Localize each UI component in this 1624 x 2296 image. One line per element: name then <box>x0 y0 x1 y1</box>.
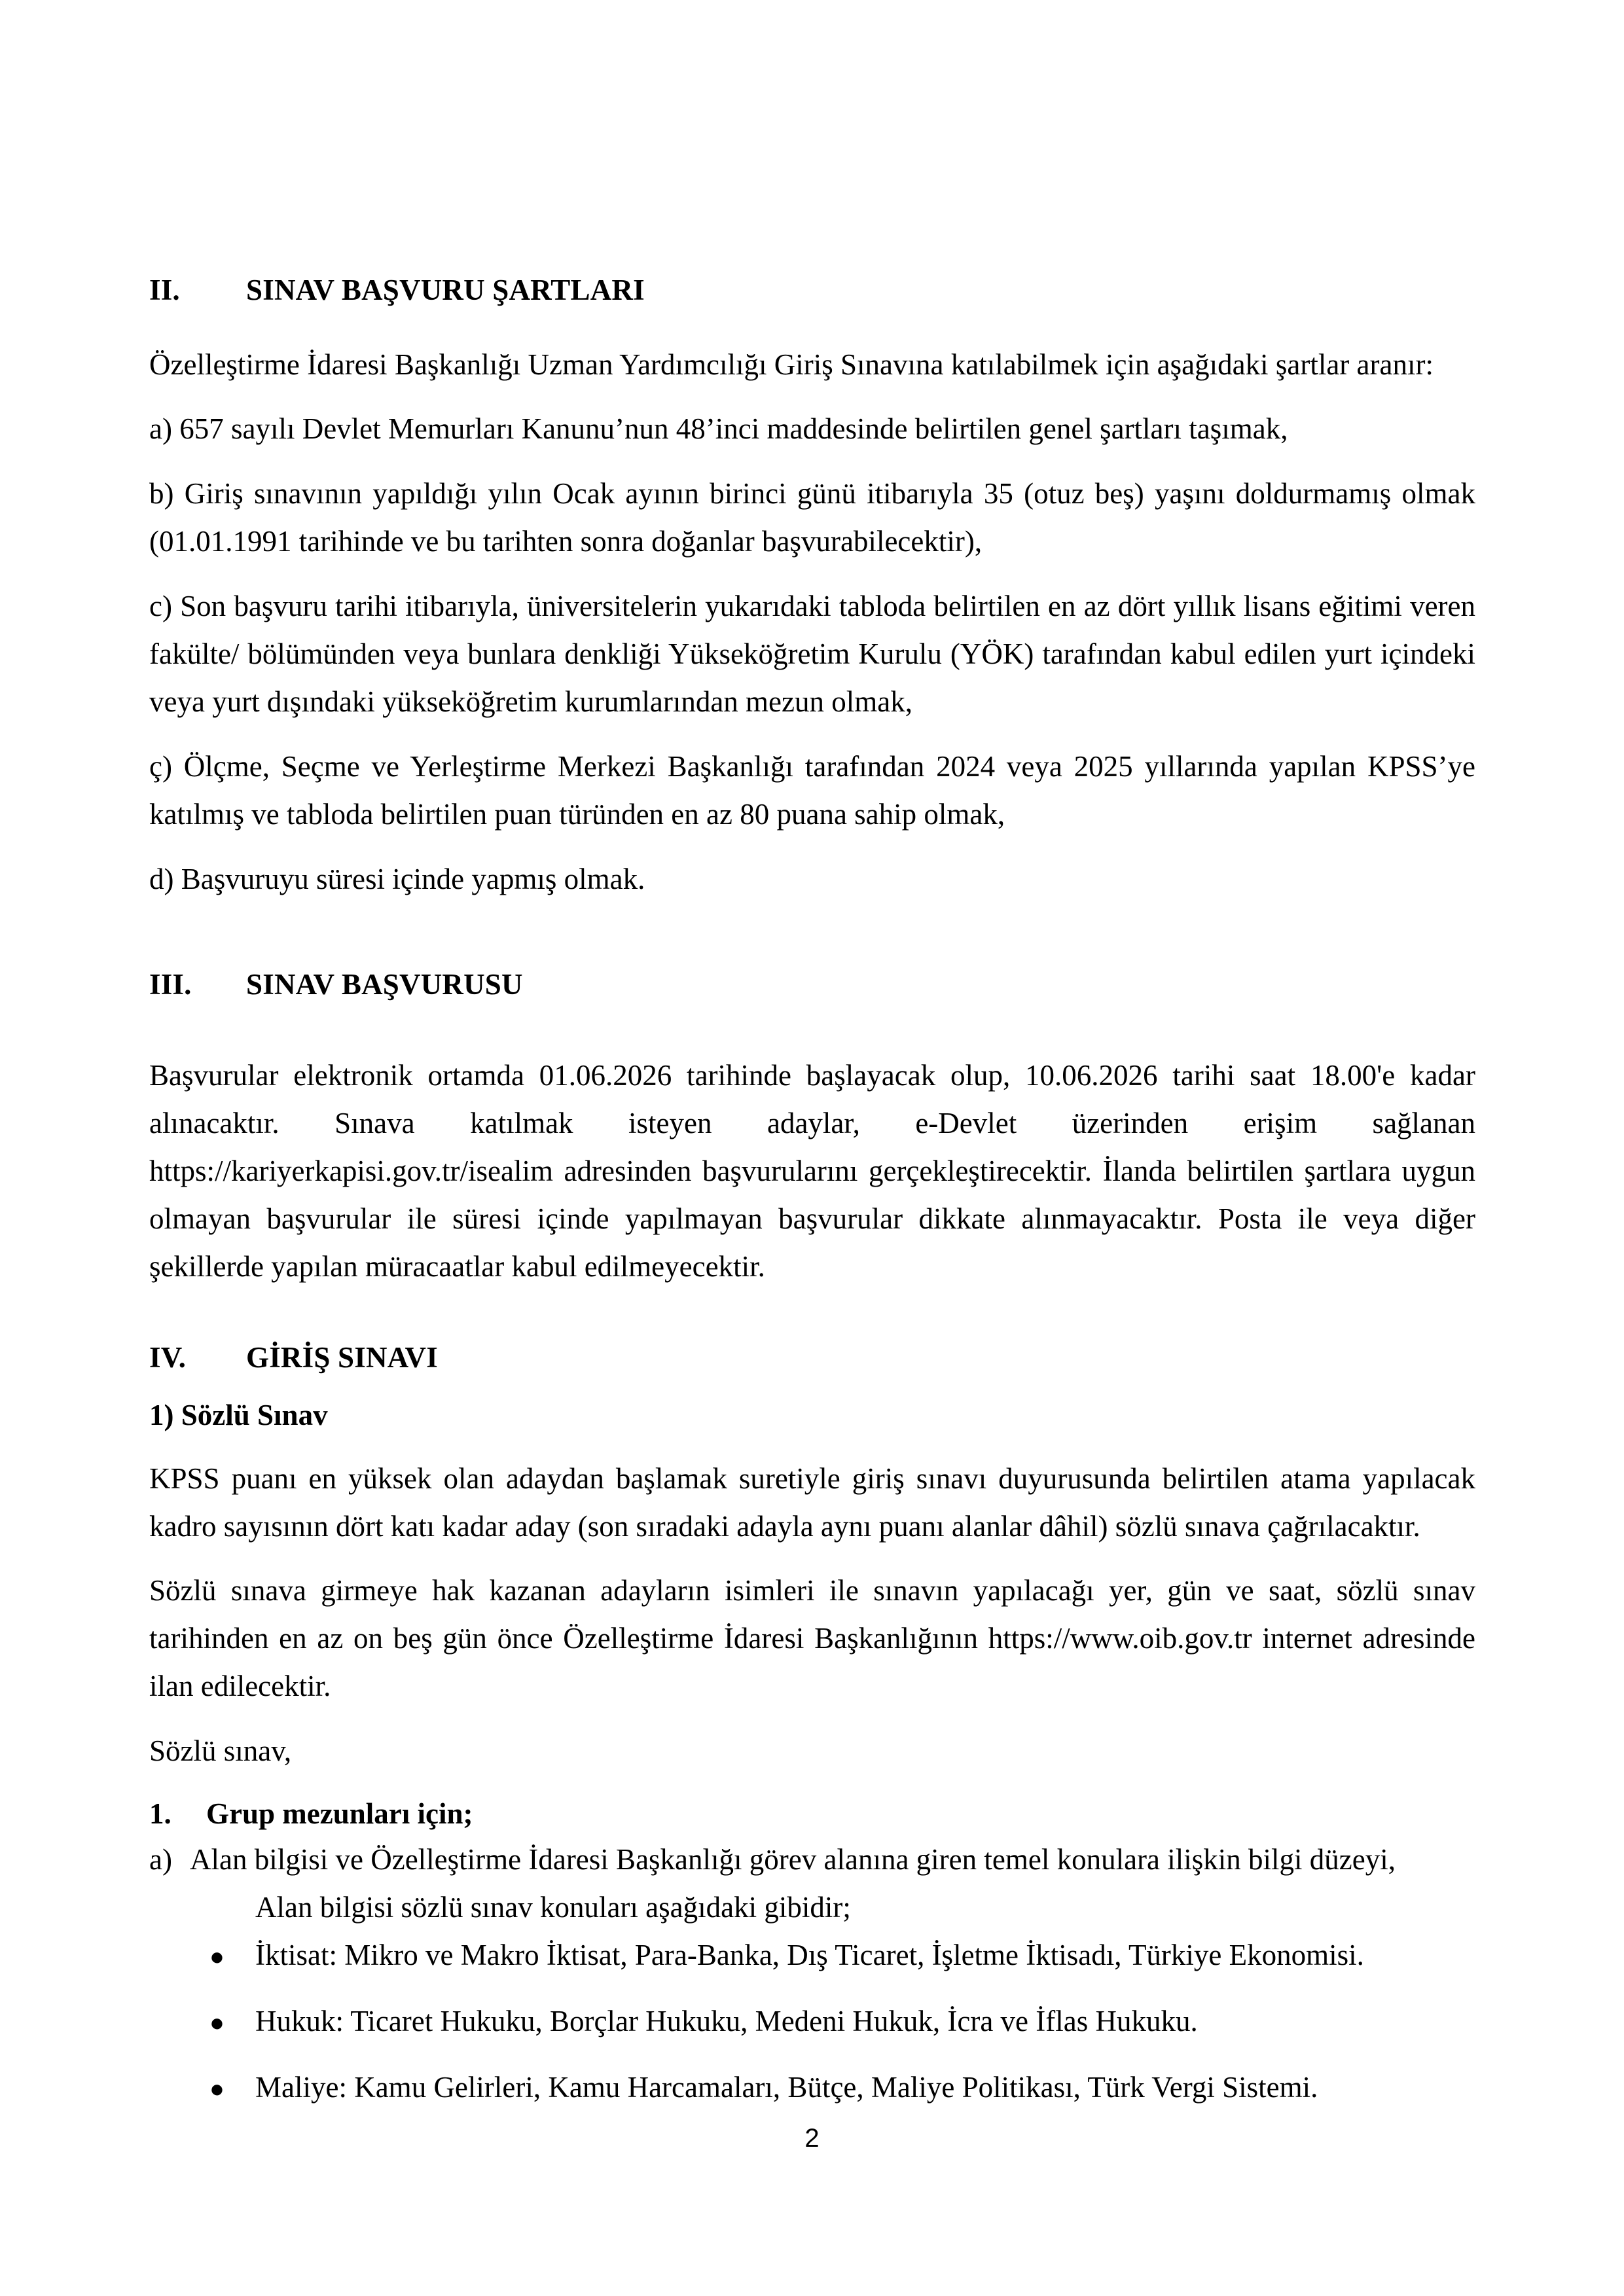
section-heading-ii <box>149 272 1475 310</box>
section-ii-intro: Özelleştirme İdaresi Başkanlığı Uzman Yardımcılığı Giriş Sınavına katılabilmek için aşağıdaki şartlar aranır: <box>149 348 1434 381</box>
spacer <box>149 565 1475 583</box>
list-item <box>149 1998 1475 2045</box>
bullet-icon: ● <box>209 2075 225 2104</box>
spacer <box>149 726 1475 743</box>
spacer <box>149 1775 1475 1792</box>
section-iv-numeral: IV. <box>149 1340 187 1374</box>
bullet-icon: ● <box>209 2009 225 2037</box>
item-a-text: Alan bilgisi ve Özelleştirme İdaresi Başkanlığı görev alanına giren temel konulara ilişkin bilgi düzeyi, <box>190 1843 1396 1876</box>
list-item <box>149 1931 1475 1979</box>
spacer <box>149 453 1475 470</box>
exam-topics-list <box>149 1931 1475 2111</box>
section-iii-numeral: III. <box>149 967 192 1001</box>
section-ii-item-c: c) Son başvuru tarihi itibarıyla, üniversitelerin yukarıdaki tabloda belirtilen en az dört yıllık lisans eğitimi veren fakülte/ bölümünden veya bunlara denkliği Yükseköğretim Kurulu (YÖK) tarafından kabul edilen yurt içindeki veya yurt dışındaki yükseköğretim kurumlarından mezun olmak, <box>149 590 1475 718</box>
topic-maliye: Maliye: Kamu Gelirleri, Kamu Harcamaları, Bütçe, Maliye Politikası, Türk Vergi Sistemi. <box>255 2071 1318 2104</box>
section-iv-item-a <box>149 1836 1475 1884</box>
spacer <box>149 1291 1475 1339</box>
section-ii-item-b: b) Giriş sınavının yapıldığı yılın Ocak ayının birinci günü itibarıyla 35 (otuz beş) yaşını doldurmamış olmak (01.01.1991 tarihinde ve bu tarihten sonra doğanlar başvurabilecektir), <box>149 477 1475 558</box>
group-item-heading <box>149 1792 1475 1837</box>
spacer <box>149 310 1475 341</box>
section-ii-numeral: II. <box>149 274 180 306</box>
section-ii-item-a: a) 657 sayılı Devlet Memurları Kanunu’nun 48’inci maddesinde belirtilen genel şartları taşımak, <box>149 412 1288 446</box>
topic-hukuk: Hukuk: Ticaret Hukuku, Borçlar Hukuku, Medeni Hukuk, İcra ve İflas Hukuku. <box>255 2005 1198 2038</box>
section-iv-title: GİRİŞ SINAVI <box>246 1340 438 1374</box>
section-iii-paragraph: Başvurular elektronik ortamda 01.06.2026 tarihinde başlayacak olup, 10.06.2026 tarihi saat 18.00'e kadar alınacaktır. Sınava katılmak isteyen adaylar, e-Devlet üzerinden erişim sağlanan https://kariyerkapisi.gov.tr/isealim adresinden başvurularını gerçekleştirecektir. İlanda belirtilen şartlara uygun olmayan başvurular ile süresi içinde yapılmayan başvurular dikkate alınmayacaktır. Posta ile veya diğer şekillerde yapılan müracaatlar kabul edilmeyecektir. <box>149 1059 1475 1283</box>
bullet-icon: ● <box>209 1943 225 1971</box>
section-ii-title: SINAV BAŞVURU ŞARTLARI <box>246 274 645 306</box>
item-a-label: a) <box>149 1843 172 1876</box>
section-ii-item-d: d) Başvuruyu süresi içinde yapmış olmak. <box>149 862 645 895</box>
section-heading-iii <box>149 966 1475 1004</box>
spacer <box>149 838 1475 855</box>
section-iv-paragraph-1: KPSS puanı en yüksek olan adaydan başlamak suretiyle giriş sınavı duyurusunda belirtilen atama yapılacak kadro sayısının dört katı kadar aday (son sıradaki adayla aynı puanı alanlar dâhil) sözlü sınava çağrılacaktır. <box>149 1462 1475 1543</box>
page-content <box>149 272 1475 2111</box>
spacer <box>149 1550 1475 1567</box>
list-item <box>149 2064 1475 2111</box>
section-heading-iv <box>149 1339 1475 1377</box>
group-item-label: Grup mezunları için; <box>206 1797 473 1830</box>
subheading-sozlu-sinav: 1) Sözlü Sınav <box>149 1399 328 1432</box>
section-ii-item-c-cedilla: ç) Ölçme, Seçme ve Yerleştirme Merkezi Başkanlığı tarafından 2024 veya 2025 yıllarında yapılan KPSS’ye katılmış ve tabloda belirtilen puan türünden en az 80 puana sahip olmak, <box>149 749 1475 831</box>
spacer <box>149 1710 1475 1727</box>
section-iv-paragraph-2: Sözlü sınava girmeye hak kazanan adayların isimleri ile sınavın yapılacağı yer, gün ve saat, sözlü sınav tarihinden en az on beş gün önce Özelleştirme İdaresi Başkanlığının https://www.oib.gov.tr internet adresinde ilan edilecektir. <box>149 1574 1475 1703</box>
spacer <box>149 388 1475 405</box>
spacer <box>149 1376 1475 1393</box>
spacer <box>149 903 1475 966</box>
spacer <box>149 1003 1475 1052</box>
topic-iktisat: İktisat: Mikro ve Makro İktisat, Para-Banka, Dış Ticaret, İşletme İktisadı, Türkiye Ekonomisi. <box>255 1939 1364 1972</box>
group-item-number: 1. <box>149 1797 171 1830</box>
spacer <box>149 1438 1475 1455</box>
page-number: 2 <box>804 2124 820 2153</box>
section-iv-paragraph-3: Sözlü sınav, <box>149 1734 292 1768</box>
section-iii-title: SINAV BAŞVURUSU <box>246 967 523 1001</box>
topics-intro: Alan bilgisi sözlü sınav konuları aşağıdaki gibidir; <box>255 1891 851 1924</box>
